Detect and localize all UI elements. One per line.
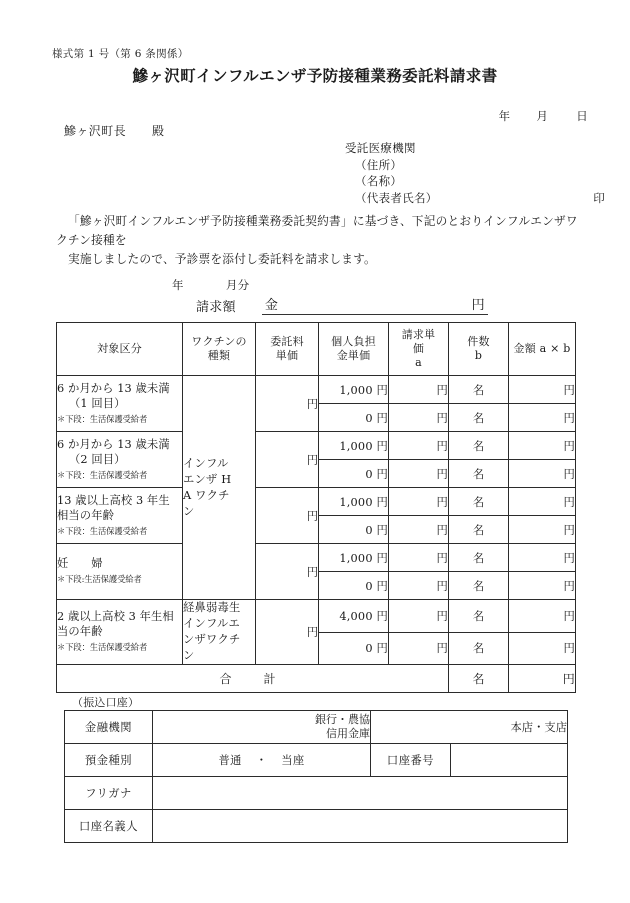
col-header-claim-unit xyxy=(389,323,449,376)
cell-personal-5-upper: 4,000 円 xyxy=(319,600,389,633)
cell-personal-4-upper: 1,000 円 xyxy=(319,544,389,572)
col-header-amount: 金額 a × b xyxy=(509,323,576,376)
cell-claim-4-lower[interactable]: 円 xyxy=(389,572,449,600)
table-header-row xyxy=(57,323,576,376)
cell-vaccine-nasal xyxy=(183,600,256,665)
institution-block xyxy=(345,140,605,206)
col-header-commission-l2: 単価 xyxy=(275,349,299,362)
cell-claim-3-lower[interactable]: 円 xyxy=(389,516,449,544)
cell-count-2-lower[interactable]: 名 xyxy=(449,460,509,488)
bank-institution-label: 金融機関 xyxy=(65,711,153,744)
col-header-category: 対象区分 xyxy=(57,323,183,376)
category-5-note: ＊下段：生活保護受給者 xyxy=(57,642,148,652)
institution-name-label: （名称） xyxy=(355,174,403,188)
addressee-name: 鰺ヶ沢町長 xyxy=(64,124,127,138)
cell-claim-1-upper[interactable]: 円 xyxy=(389,376,449,404)
col-header-claim-l1: 請求単 xyxy=(401,328,436,341)
col-header-personal-l2: 金単価 xyxy=(336,349,371,362)
deposit-separator: ・ xyxy=(255,754,268,767)
cell-commission-2[interactable]: 円 xyxy=(256,432,319,488)
col-header-count-l2: b xyxy=(474,349,483,362)
col-header-claim-l3: a xyxy=(415,356,422,369)
category-2-line1: 6 か月から 13 歳未満 xyxy=(57,437,170,451)
bank-holder-label: 口座名義人 xyxy=(65,810,153,843)
bank-holder-field[interactable] xyxy=(153,810,568,843)
currency-prefix: 金 xyxy=(264,298,279,313)
cell-amount-4-upper[interactable]: 円 xyxy=(509,544,576,572)
cell-claim-2-upper[interactable]: 円 xyxy=(389,432,449,460)
addressee xyxy=(64,122,164,139)
bank-deposit-label: 預金種別 xyxy=(65,744,153,777)
cell-category-1 xyxy=(57,376,183,432)
cell-amount-4-lower[interactable]: 円 xyxy=(509,572,576,600)
table-row xyxy=(57,488,576,516)
category-2-line2: （2 回目） xyxy=(69,452,126,466)
cell-amount-5-lower[interactable]: 円 xyxy=(509,632,576,665)
form-number: 様式第 1 号（第 6 条関係） xyxy=(52,48,189,60)
cell-vaccine-influenza xyxy=(183,376,256,600)
cell-amount-5-upper[interactable]: 円 xyxy=(509,600,576,633)
cell-claim-5-upper[interactable]: 円 xyxy=(389,600,449,633)
col-header-count xyxy=(449,323,509,376)
category-3-line2: 相当の年齢 xyxy=(57,508,114,522)
deposit-ordinary-option[interactable]: 普通 xyxy=(218,754,242,767)
col-header-personal-l1: 個人負担 xyxy=(331,335,376,348)
vaccine-influenza-l2: エンザ H xyxy=(183,472,232,486)
vaccine-nasal-l2: インフルエ xyxy=(183,617,241,630)
category-2-note: ＊下段：生活保護受給者 xyxy=(57,469,148,480)
cell-claim-4-upper[interactable]: 円 xyxy=(389,544,449,572)
category-4-line1: 妊 婦 xyxy=(57,557,103,570)
seal-mark-label: 印 xyxy=(593,190,605,205)
bank-institution-value-l1: 銀行・農協 xyxy=(315,713,370,726)
bank-account-table xyxy=(64,710,568,843)
body-line-2: クチン接種を xyxy=(56,233,127,247)
institution-representative-label: （代表者氏名） xyxy=(355,190,438,205)
col-header-claim-l2: 価 xyxy=(412,342,425,355)
total-count[interactable]: 名 xyxy=(449,665,509,693)
vaccine-influenza-l3: A ワクチ xyxy=(183,488,230,502)
category-5-line2: 当の年齢 xyxy=(57,625,103,638)
deposit-current-option[interactable]: 当座 xyxy=(281,754,305,767)
body-paragraph xyxy=(56,212,596,269)
cell-claim-3-upper[interactable]: 円 xyxy=(389,488,449,516)
cell-personal-3-upper: 1,000 円 xyxy=(319,488,389,516)
cell-amount-2-upper[interactable]: 円 xyxy=(509,432,576,460)
col-header-count-l1: 件数 xyxy=(467,335,490,348)
cell-count-1-lower[interactable]: 名 xyxy=(449,404,509,432)
bank-institution-field[interactable] xyxy=(153,711,371,744)
category-5-line1: 2 歳以上高校 3 年生相 xyxy=(57,610,174,623)
bank-furigana-field[interactable] xyxy=(153,777,568,810)
total-amount[interactable]: 円 xyxy=(509,665,576,693)
institution-representative-row xyxy=(345,190,605,207)
bank-furigana-label: フリガナ xyxy=(65,777,153,810)
claim-period-year: 年 xyxy=(172,278,184,292)
body-line-1: 「鰺ヶ沢町インフルエンザ予防接種業務委託契約書」に基づき、下記のとおりインフルエンザワ xyxy=(68,214,578,228)
category-1-note: ＊下段：生活保護受給者 xyxy=(57,413,148,424)
cell-category-5 xyxy=(57,600,183,665)
addressee-honorific: 殿 xyxy=(152,124,165,138)
table-row xyxy=(57,432,576,460)
bank-row-holder xyxy=(65,810,568,843)
cell-commission-3[interactable]: 円 xyxy=(256,488,319,544)
table-row xyxy=(57,544,576,572)
bank-row-deposit xyxy=(65,744,568,777)
table-row xyxy=(57,600,576,633)
vaccine-influenza-l4: ン xyxy=(183,504,195,518)
category-3-note: ＊下段：生活保護受給者 xyxy=(57,525,148,536)
col-header-personal-burden xyxy=(319,323,389,376)
cell-count-3-upper[interactable]: 名 xyxy=(449,488,509,516)
col-header-vaccine-type-l1: ワクチンの xyxy=(191,335,247,348)
cell-amount-1-upper[interactable]: 円 xyxy=(509,376,576,404)
cell-count-5-upper[interactable]: 名 xyxy=(449,600,509,633)
date-year-label: 年 xyxy=(498,109,511,123)
cell-personal-3-lower: 0 円 xyxy=(319,516,389,544)
bank-account-no-field[interactable] xyxy=(451,744,568,777)
cell-personal-5-lower: 0 円 xyxy=(319,632,389,665)
body-line-3: 実施しましたので、予診票を添付し委託料を請求します。 xyxy=(68,252,376,266)
cell-commission-4[interactable]: 円 xyxy=(256,544,319,600)
col-header-vaccine-type-l2: 種類 xyxy=(207,349,231,362)
currency-suffix: 円 xyxy=(471,298,485,313)
vaccine-influenza-l1: インフル xyxy=(183,456,229,470)
cell-count-1-upper[interactable]: 名 xyxy=(449,376,509,404)
cell-amount-2-lower[interactable]: 円 xyxy=(509,460,576,488)
cell-category-2 xyxy=(57,432,183,488)
claim-amount-label: 請求額 xyxy=(196,300,236,315)
cell-personal-2-upper: 1,000 円 xyxy=(319,432,389,460)
fee-table xyxy=(56,322,576,693)
date-line xyxy=(499,108,588,124)
cell-count-4-upper[interactable]: 名 xyxy=(449,544,509,572)
total-label: 合 計 xyxy=(57,665,449,693)
bank-branch-field[interactable]: 本店・支店 xyxy=(371,711,568,744)
cell-count-3-lower[interactable]: 名 xyxy=(449,516,509,544)
table-total-row xyxy=(57,665,576,693)
page-title: 鰺ヶ沢町インフルエンザ予防接種業務委託料請求書 xyxy=(132,66,498,85)
col-header-vaccine-type xyxy=(183,323,256,376)
claim-period-month: 月分 xyxy=(225,278,250,292)
cell-count-5-lower[interactable]: 名 xyxy=(449,632,509,665)
institution-address-label: （住所） xyxy=(355,157,403,172)
vaccine-nasal-l3: ンザワクチ xyxy=(183,633,241,646)
cell-count-2-upper[interactable]: 名 xyxy=(449,432,509,460)
bank-row-furigana xyxy=(65,777,568,810)
bank-deposit-field[interactable] xyxy=(153,744,371,777)
institution-heading: 受託医療機関 xyxy=(345,141,416,155)
cell-personal-2-lower: 0 円 xyxy=(319,460,389,488)
cell-claim-2-lower[interactable]: 円 xyxy=(389,460,449,488)
cell-count-4-lower[interactable]: 名 xyxy=(449,572,509,600)
bank-institution-value-l2: 信用金庫 xyxy=(326,727,370,740)
category-4-note: ＊下段:生活保護受給者 xyxy=(57,574,142,584)
cell-amount-1-lower[interactable]: 円 xyxy=(509,404,576,432)
claim-amount-line xyxy=(196,294,488,315)
bank-account-no-label: 口座番号 xyxy=(371,744,451,777)
vaccine-nasal-l4: ン xyxy=(183,649,195,662)
claim-period-line xyxy=(172,277,249,293)
bank-row-institution xyxy=(65,711,568,744)
bank-section-caption: （振込口座） xyxy=(72,696,140,709)
date-day-label: 日 xyxy=(576,109,588,123)
category-1-line2: （1 回目） xyxy=(69,396,126,410)
cell-commission-1[interactable]: 円 xyxy=(256,376,319,432)
vaccine-nasal-l1: 経鼻弱毒生 xyxy=(183,601,241,614)
category-1-line1: 6 か月から 13 歳未満 xyxy=(57,381,170,395)
table-row xyxy=(57,376,576,404)
cell-claim-5-lower[interactable]: 円 xyxy=(389,632,449,665)
cell-category-3 xyxy=(57,488,183,544)
cell-personal-1-lower: 0 円 xyxy=(319,404,389,432)
cell-category-4 xyxy=(57,544,183,600)
date-month-label: 月 xyxy=(536,109,549,123)
cell-commission-5[interactable]: 円 xyxy=(256,600,319,665)
cell-claim-1-lower[interactable]: 円 xyxy=(389,404,449,432)
cell-personal-1-upper: 1,000 円 xyxy=(319,376,389,404)
cell-amount-3-lower[interactable]: 円 xyxy=(509,516,576,544)
col-header-commission xyxy=(256,323,319,376)
cell-amount-3-upper[interactable]: 円 xyxy=(509,488,576,516)
category-3-line1: 13 歳以上高校 3 年生 xyxy=(57,493,170,507)
cell-personal-4-lower: 0 円 xyxy=(319,572,389,600)
claim-amount-field[interactable] xyxy=(262,294,488,315)
col-header-commission-l1: 委託料 xyxy=(270,335,304,348)
